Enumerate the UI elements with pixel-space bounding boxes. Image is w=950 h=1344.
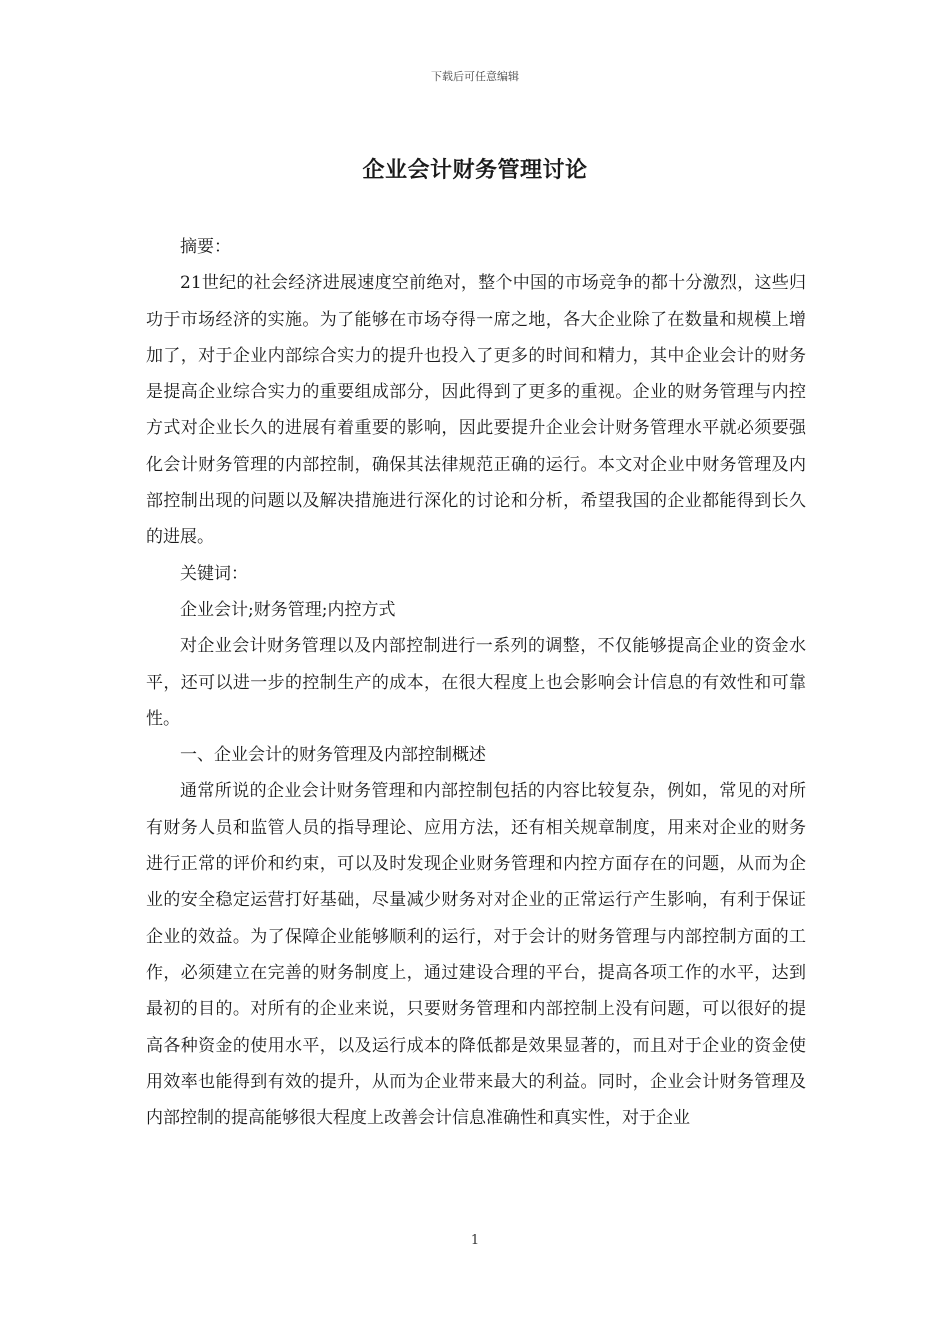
section-heading-1: 一、企业会计的财务管理及内部控制概述 <box>180 745 486 766</box>
document-body <box>146 229 806 1136</box>
document-title: 企业会计财务管理讨论 <box>362 157 588 183</box>
abstract-paragraph: 21世纪的社会经济进展速度空前绝对，整个中国的市场竞争的都十分激烈，这些归功于市场经济的实施。为了能够在市场夺得一席之地，各大企业除了在数量和规模上增加了，对于企业内部综合实力的提升也投入了更多的时间和精力，其中企业会计的财务是提高企业综合实力的重要组成部分，因此得到了更多的重视。企业的财务管理与内控方式对企业长久的进展有着重要的影响，因此要提升企业会计财务管理水平就必须要强化会计财务管理的内部控制，确保其法律规范正确的运行。本文对企业中财务管理及内部控制出现的问题以及解决措施进行深化的讨论和分析，希望我国的企业都能得到长久的进展。 <box>146 273 806 548</box>
header-note: 下载后可任意编辑 <box>431 70 519 83</box>
keywords-heading: 关键词： <box>180 563 248 584</box>
page-number: 1 <box>470 1233 480 1248</box>
intro-paragraph: 对企业会计财务管理以及内部控制进行一系列的调整，不仅能够提高企业的资金水平，还可以进一步的控制生产的成本，在很大程度上也会影响会计信息的有效性和可靠性。 <box>146 636 806 729</box>
keywords-list: 企业会计;财务管理;内控方式 <box>180 599 396 620</box>
abstract-heading: 摘要： <box>180 237 231 257</box>
section-1-paragraph: 通常所说的企业会计财务管理和内部控制包括的内容比较复杂，例如，常见的对所有财务人员和监管人员的指导理论、应用方法，还有相关规章制度，用来对企业的财务进行正常的评价和约束，可以及时发现企业财务管理和内控方面存在的问题，从而为企业的安全稳定运营打好基础，尽量减少财务对对企业的正常运行产生影响，有利于保证企业的效益。为了保障企业能够顺利的运行，对于会计的财务管理与内部控制方面的工作，必须建立在完善的财务制度上，通过建设合理的平台，提高各项工作的水平，达到最初的目的。对所有的企业来说，只要财务管理和内部控制上没有问题，可以很好的提高各种资金的使用水平，以及运行成本的降低都是效果显著的，而且对于企业的资金使用效率也能得到有效的提升，从而为企业带来最大的利益。同时，企业会计财务管理及内部控制的提高能够很大程度上改善会计信息准确性和真实性，对于企业 <box>146 781 806 1129</box>
